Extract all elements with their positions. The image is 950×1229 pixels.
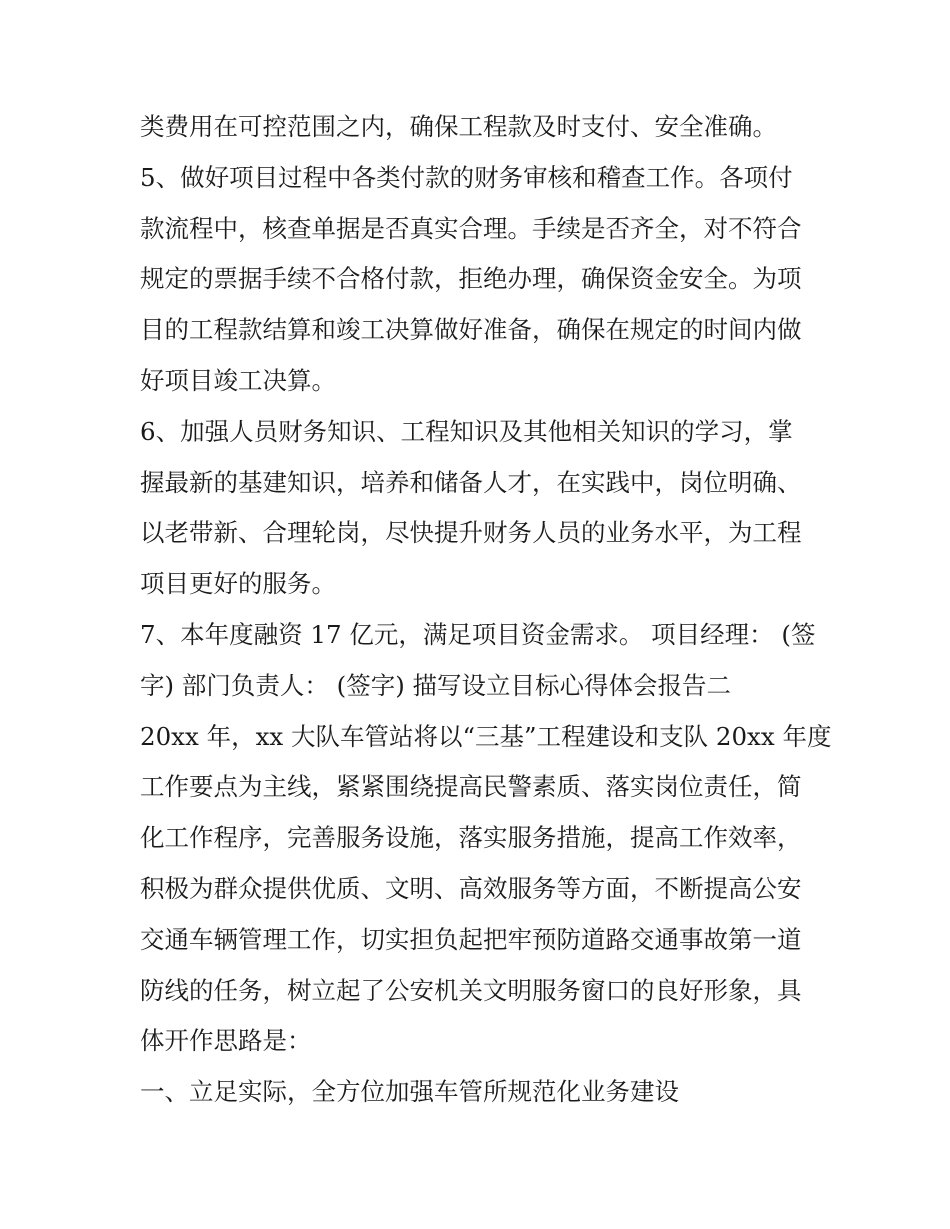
text-line: 以老带新、合理轮岗，尽快提升财务人员的业务水平，为工程 xyxy=(140,518,802,548)
text-line: 20xx 年，xx 大队车管站将以“三基”工程建设和支队 20xx 年度 xyxy=(140,721,832,751)
text-line: 握最新的基建知识，培养和储备人才，在实践中，岗位明确、 xyxy=(140,467,802,497)
document-body xyxy=(140,102,832,1118)
text-line: 5、做好项目过程中各类付款的财务审核和稽查工作。各项付 xyxy=(140,162,793,192)
text-line: 好项目竣工决算。 xyxy=(140,365,336,395)
text-line: 7、本年度融资 17 亿元，满足项目资金需求。 项目经理： (签 xyxy=(140,619,816,649)
text-line: 6、加强人员财务知识、工程知识及其他相关知识的学习，掌 xyxy=(140,416,793,446)
text-line: 字) 部门负责人： (签字) 描写设立目标心得体会报告二 xyxy=(140,670,732,700)
text-line: 项目更好的服务。 xyxy=(140,569,336,599)
text-line: 目的工程款结算和竣工决算做好准备，确保在规定的时间内做 xyxy=(140,315,802,345)
text-line: 工作要点为主线，紧紧围绕提高民警素质、落实岗位责任，简 xyxy=(140,772,802,802)
text-line: 防线的任务，树立起了公安机关文明服务窗口的良好形象，具 xyxy=(140,975,802,1005)
text-line: 积极为群众提供优质、文明、高效服务等方面，不断提高公安 xyxy=(140,873,802,903)
text-line: 体开作思路是： xyxy=(140,1026,312,1056)
text-line: 规定的票据手续不合格付款，拒绝办理，确保资金安全。为项 xyxy=(140,264,802,294)
text-line: 化工作程序，完善服务设施，落实服务措施，提高工作效率， xyxy=(140,823,802,853)
text-line: 类费用在可控范围之内，确保工程款及时支付、安全准确。 xyxy=(140,112,777,141)
text-line: 一、立足实际，全方位加强车管所规范化业务建设 xyxy=(140,1077,679,1107)
text-line: 款流程中，核查单据是否真实合理。手续是否齐全，对不符合 xyxy=(140,213,802,243)
text-line: 交通车辆管理工作，切实担负起把牢预防道路交通事故第一道 xyxy=(140,924,802,954)
